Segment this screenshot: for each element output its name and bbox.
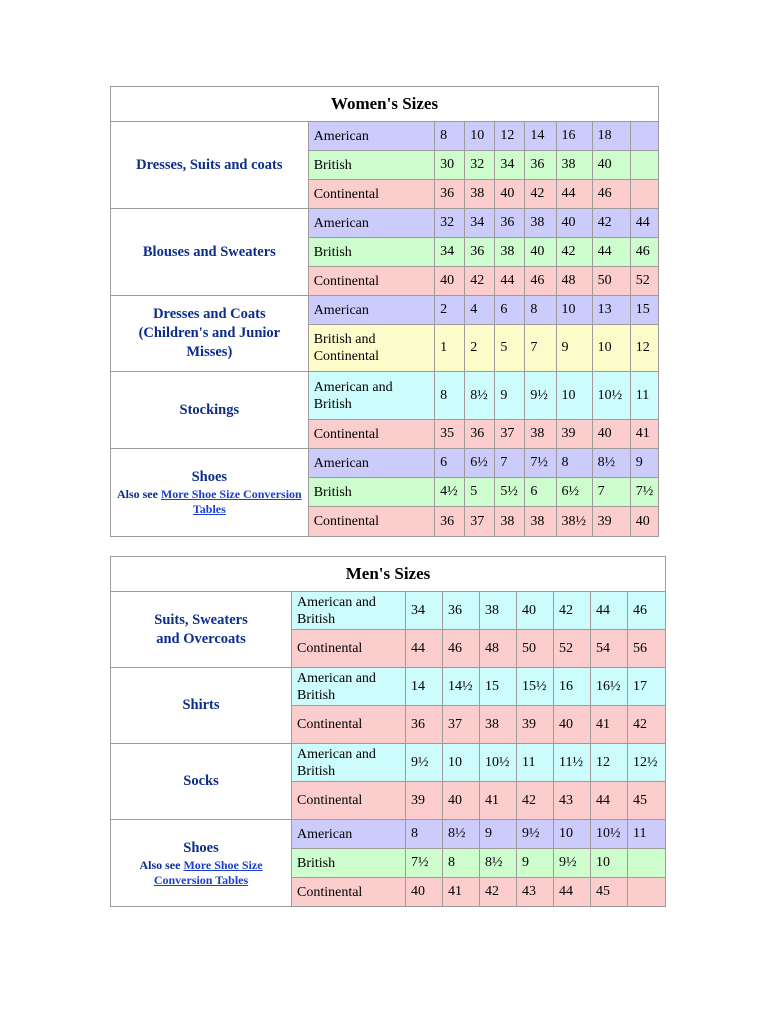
size-value-cell: 5 <box>465 478 495 507</box>
size-value-cell: 9 <box>480 820 517 849</box>
category-label: Socks <box>183 773 219 789</box>
size-value-cell: 40 <box>406 878 443 907</box>
size-value-cell: 37 <box>465 507 495 537</box>
size-value-cell: 7 <box>495 449 525 478</box>
size-value-cell: 15 <box>630 296 658 325</box>
size-value-cell: 6 <box>435 449 465 478</box>
womens-sizes-table <box>110 86 659 537</box>
size-value-cell: 8½ <box>443 820 480 849</box>
size-value-cell: 10 <box>592 325 630 372</box>
size-value-cell: 38 <box>480 592 517 630</box>
table-title: Women's Sizes <box>111 87 659 122</box>
size-value-cell: 9½ <box>525 372 556 420</box>
size-value-cell: 45 <box>591 878 628 907</box>
size-value-cell: 52 <box>554 630 591 668</box>
size-value-cell: 12½ <box>628 744 666 782</box>
size-value-cell: 42 <box>517 782 554 820</box>
size-value-cell: 56 <box>628 630 666 668</box>
size-value-cell: 12 <box>630 325 658 372</box>
size-value-cell: 9 <box>495 372 525 420</box>
size-value-cell: 38 <box>525 209 556 238</box>
category-label: (Children's and Junior <box>138 325 281 341</box>
size-value-cell: 46 <box>592 180 630 209</box>
size-value-cell: 36 <box>465 238 495 267</box>
size-value-cell: 40 <box>554 706 591 744</box>
category-cell <box>111 592 292 668</box>
size-value-cell: 30 <box>435 151 465 180</box>
size-value-cell: 34 <box>495 151 525 180</box>
size-value-cell: 8½ <box>465 372 495 420</box>
size-value-cell: 17 <box>628 668 666 706</box>
size-system-label-british-and-continental: British and Continental <box>308 325 434 372</box>
size-value-cell: 13 <box>592 296 630 325</box>
size-system-label-continental: Continental <box>292 782 406 820</box>
also-see-note <box>115 858 287 888</box>
category-label: Suits, Sweaters <box>154 611 248 628</box>
size-value-cell: 41 <box>443 878 480 907</box>
also-see-note <box>115 487 304 517</box>
size-value-cell: 41 <box>630 420 658 449</box>
size-value-cell: 38 <box>480 706 517 744</box>
size-value-cell: 34 <box>406 592 443 630</box>
size-system-label-american: American <box>308 209 434 238</box>
size-value-cell: 11 <box>517 744 554 782</box>
size-value-cell: 50 <box>517 630 554 668</box>
table-row <box>111 122 659 151</box>
more-shoe-size-link[interactable]: More Shoe Size Conversion Tables <box>160 487 302 516</box>
size-value-cell: 40 <box>556 209 592 238</box>
category-label: Shoes <box>183 839 219 856</box>
size-value-cell: 2 <box>435 296 465 325</box>
size-value-cell: 12 <box>591 744 628 782</box>
size-value-cell: 8½ <box>480 849 517 878</box>
size-value-cell: 39 <box>406 782 443 820</box>
also-see-prefix: Also see <box>116 487 158 501</box>
size-value-cell: 40 <box>435 267 465 296</box>
size-value-cell: 8 <box>435 372 465 420</box>
size-value-cell: 52 <box>630 267 658 296</box>
size-value-cell: 11 <box>628 820 666 849</box>
size-value-cell: 36 <box>465 420 495 449</box>
size-value-cell: 38 <box>465 180 495 209</box>
size-value-cell: 40 <box>592 420 630 449</box>
table-row <box>111 668 666 706</box>
size-value-cell: 40 <box>495 180 525 209</box>
size-value-cell: 42 <box>554 592 591 630</box>
size-value-cell: 11½ <box>554 744 591 782</box>
size-value-cell: 8 <box>525 296 556 325</box>
size-value-cell: 16½ <box>591 668 628 706</box>
category-label: Misses) <box>186 344 233 360</box>
size-value-cell: 39 <box>556 420 592 449</box>
size-value-cell: 48 <box>556 267 592 296</box>
size-value-cell: 12 <box>495 122 525 151</box>
table-row <box>111 209 659 238</box>
size-value-cell: 6½ <box>465 449 495 478</box>
size-value-cell: 41 <box>591 706 628 744</box>
size-value-cell: 15 <box>480 668 517 706</box>
size-system-label-american: American <box>308 449 434 478</box>
category-cell <box>111 744 292 820</box>
size-value-cell: 43 <box>554 782 591 820</box>
size-value-cell: 10½ <box>480 744 517 782</box>
size-system-label-continental: Continental <box>308 267 434 296</box>
size-system-label-continental: Continental <box>292 706 406 744</box>
size-system-label-british: British <box>308 478 434 507</box>
table-title: Men's Sizes <box>111 557 666 592</box>
size-value-cell: 54 <box>591 630 628 668</box>
size-value-cell: 44 <box>556 180 592 209</box>
table-row <box>111 744 666 782</box>
size-value-cell: 2 <box>465 325 495 372</box>
size-value-cell: 48 <box>480 630 517 668</box>
size-value-cell: 15½ <box>517 668 554 706</box>
size-value-cell: 10 <box>443 744 480 782</box>
size-value-cell: 36 <box>435 180 465 209</box>
size-value-cell: 7½ <box>525 449 556 478</box>
size-value-cell: 46 <box>525 267 556 296</box>
size-value-cell: 45 <box>628 782 666 820</box>
size-value-cell: 7 <box>525 325 556 372</box>
table-row <box>111 592 666 630</box>
category-cell <box>111 449 309 537</box>
size-value-cell: 44 <box>630 209 658 238</box>
size-value-cell: 40 <box>443 782 480 820</box>
size-system-label-british: British <box>308 151 434 180</box>
size-value-cell: 38 <box>525 420 556 449</box>
size-value-cell: 10½ <box>592 372 630 420</box>
size-value-cell: 36 <box>443 592 480 630</box>
size-value-cell: 8 <box>443 849 480 878</box>
size-value-cell: 5 <box>495 325 525 372</box>
size-value-cell: 5½ <box>495 478 525 507</box>
size-system-label-continental: Continental <box>308 507 434 537</box>
size-value-cell: 10 <box>556 372 592 420</box>
size-value-cell: 11 <box>630 372 658 420</box>
category-cell <box>111 372 309 449</box>
category-label: and Overcoats <box>156 630 246 647</box>
size-value-cell: 36 <box>435 507 465 537</box>
table-row <box>111 449 659 478</box>
size-value-cell: 8½ <box>592 449 630 478</box>
size-value-cell <box>628 849 666 878</box>
also-see-prefix: Also see <box>139 857 181 872</box>
category-cell <box>111 209 309 296</box>
size-value-cell: 36 <box>495 209 525 238</box>
size-value-cell: 44 <box>406 630 443 668</box>
size-value-cell: 1 <box>435 325 465 372</box>
size-value-cell: 36 <box>406 706 443 744</box>
category-cell <box>111 296 309 372</box>
size-value-cell <box>630 180 658 209</box>
size-value-cell: 9½ <box>406 744 443 782</box>
category-label: Shirts <box>182 697 220 713</box>
size-value-cell <box>628 878 666 907</box>
size-value-cell: 9½ <box>517 820 554 849</box>
size-value-cell: 9½ <box>554 849 591 878</box>
size-value-cell: 9 <box>517 849 554 878</box>
size-value-cell: 40 <box>630 507 658 537</box>
size-value-cell: 46 <box>630 238 658 267</box>
size-value-cell: 7 <box>592 478 630 507</box>
size-value-cell: 6½ <box>556 478 592 507</box>
size-value-cell: 14 <box>525 122 556 151</box>
size-system-label-british: British <box>308 238 434 267</box>
size-system-label-american-and-british: American and British <box>292 744 406 782</box>
size-value-cell: 38 <box>495 507 525 537</box>
size-value-cell <box>630 122 658 151</box>
size-system-label-american: American <box>292 820 406 849</box>
size-system-label-american: American <box>308 122 434 151</box>
mens-sizes-table <box>110 556 666 907</box>
category-cell <box>111 122 309 209</box>
size-value-cell: 38½ <box>556 507 592 537</box>
size-value-cell: 42 <box>592 209 630 238</box>
size-value-cell: 16 <box>554 668 591 706</box>
size-value-cell: 32 <box>435 209 465 238</box>
size-value-cell <box>630 151 658 180</box>
size-value-cell: 7½ <box>630 478 658 507</box>
category-label: Shoes <box>191 469 228 485</box>
size-value-cell: 7½ <box>406 849 443 878</box>
size-value-cell: 34 <box>435 238 465 267</box>
size-system-label-continental: Continental <box>308 180 434 209</box>
size-value-cell: 14 <box>406 668 443 706</box>
size-value-cell: 37 <box>443 706 480 744</box>
size-value-cell: 6 <box>525 478 556 507</box>
size-value-cell: 40 <box>592 151 630 180</box>
size-value-cell: 44 <box>591 592 628 630</box>
size-value-cell: 10 <box>556 296 592 325</box>
size-value-cell: 9 <box>630 449 658 478</box>
category-label: Blouses and Sweaters <box>142 243 276 260</box>
more-shoe-size-link[interactable]: More Shoe Size Conversion Tables <box>153 857 263 887</box>
size-system-label-american-and-british: American and British <box>292 668 406 706</box>
category-cell <box>111 668 292 744</box>
size-value-cell: 42 <box>556 238 592 267</box>
size-value-cell: 6 <box>495 296 525 325</box>
size-value-cell: 8 <box>406 820 443 849</box>
size-value-cell: 32 <box>465 151 495 180</box>
size-system-label-continental: Continental <box>292 630 406 668</box>
size-value-cell: 18 <box>592 122 630 151</box>
category-label: Dresses and Coats <box>153 306 266 322</box>
size-value-cell: 40 <box>517 592 554 630</box>
size-value-cell: 16 <box>556 122 592 151</box>
size-value-cell: 44 <box>591 782 628 820</box>
size-value-cell: 10½ <box>591 820 628 849</box>
size-value-cell: 41 <box>480 782 517 820</box>
size-value-cell: 10 <box>591 849 628 878</box>
size-value-cell: 46 <box>443 630 480 668</box>
category-label: Dresses, Suits and coats <box>136 156 283 173</box>
category-label: Stockings <box>179 401 240 418</box>
size-value-cell: 43 <box>517 878 554 907</box>
size-value-cell: 10 <box>465 122 495 151</box>
size-value-cell: 50 <box>592 267 630 296</box>
size-system-label-american: American <box>308 296 434 325</box>
size-value-cell: 36 <box>525 151 556 180</box>
size-value-cell: 39 <box>517 706 554 744</box>
size-value-cell: 42 <box>465 267 495 296</box>
table-row <box>111 820 666 849</box>
size-value-cell: 38 <box>525 507 556 537</box>
size-value-cell: 46 <box>628 592 666 630</box>
category-cell <box>111 820 292 907</box>
size-value-cell: 44 <box>495 267 525 296</box>
size-value-cell: 40 <box>525 238 556 267</box>
size-value-cell: 42 <box>480 878 517 907</box>
size-value-cell: 38 <box>495 238 525 267</box>
size-value-cell: 42 <box>628 706 666 744</box>
size-value-cell: 34 <box>465 209 495 238</box>
table-row <box>111 372 659 420</box>
table-row <box>111 296 659 325</box>
size-value-cell: 8 <box>556 449 592 478</box>
size-value-cell: 9 <box>556 325 592 372</box>
size-value-cell: 4½ <box>435 478 465 507</box>
size-value-cell: 42 <box>525 180 556 209</box>
size-value-cell: 14½ <box>443 668 480 706</box>
size-value-cell: 4 <box>465 296 495 325</box>
size-system-label-american-and-british: American and British <box>292 592 406 630</box>
size-value-cell: 38 <box>556 151 592 180</box>
size-system-label-continental: Continental <box>308 420 434 449</box>
size-value-cell: 8 <box>435 122 465 151</box>
size-value-cell: 10 <box>554 820 591 849</box>
size-value-cell: 37 <box>495 420 525 449</box>
size-value-cell: 44 <box>554 878 591 907</box>
size-system-label-continental: Continental <box>292 878 406 907</box>
size-system-label-british: British <box>292 849 406 878</box>
size-value-cell: 39 <box>592 507 630 537</box>
size-value-cell: 44 <box>592 238 630 267</box>
size-value-cell: 35 <box>435 420 465 449</box>
size-system-label-american-and-british: American and British <box>308 372 434 420</box>
